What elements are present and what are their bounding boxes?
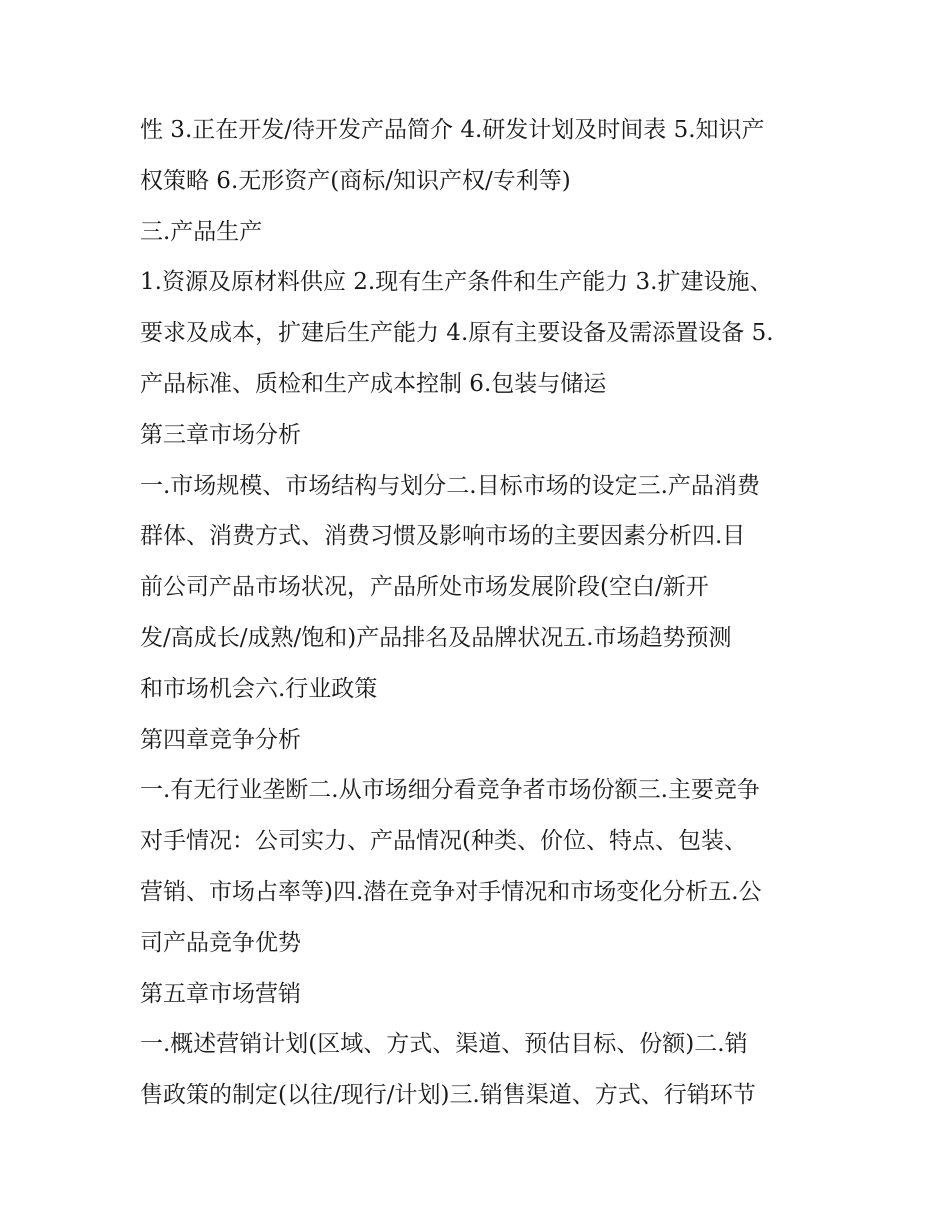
text-line: 司产品竞争优势 [140, 929, 301, 956]
text-line: 和市场机会六.行业政策 [140, 675, 378, 702]
text-line: 前公司产品市场状况，产品所处市场发展阶段(空白/新开 [140, 574, 709, 601]
text-line: 售政策的制定(以往/现行/计划)三.销售渠道、方式、行销环节 [140, 1082, 756, 1109]
text-line: 产品标准、质检和生产成本控制 6.包装与储运 [140, 370, 607, 397]
chapter-heading: 第四章竞争分析 [140, 726, 301, 753]
text-line: 1.资源及原材料供应 2.现有生产条件和生产能力 3.扩建设施、 [140, 269, 773, 296]
chapter-heading: 第五章市场营销 [140, 980, 301, 1007]
text-line: 营销、市场占率等)四.潜在竞争对手情况和市场变化分析五.公 [140, 878, 762, 905]
section-heading: 三.产品生产 [140, 218, 263, 245]
chapter-heading: 第三章市场分析 [140, 421, 301, 448]
text-line: 一.有无行业垄断二.从市场细分看竞争者市场份额三.主要竞争 [140, 777, 760, 804]
text-line: 群体、消费方式、消费习惯及影响市场的主要因素分析四.目 [140, 523, 746, 550]
text-line: 一.概述营销计划(区域、方式、渠道、预估目标、份额)二.销 [140, 1031, 748, 1058]
text-line: 对手情况：公司实力、产品情况(种类、价位、特点、包装、 [140, 828, 747, 855]
text-line: 一.市场规模、市场结构与划分二.目标市场的设定三.产品消费 [140, 472, 760, 499]
text-line: 性 3.正在开发/待开发产品简介 4.研发计划及时间表 5.知识产 [140, 117, 765, 143]
document-body [140, 105, 812, 1121]
text-line: 权策略 6.无形资产(商标/知识产权/专利等) [140, 167, 571, 194]
text-line: 发/高成长/成熟/饱和)产品排名及品牌状况五.市场趋势预测 [140, 624, 732, 651]
text-line: 要求及成本，扩建后生产能力 4.原有主要设备及需添置设备 5. [140, 320, 774, 347]
